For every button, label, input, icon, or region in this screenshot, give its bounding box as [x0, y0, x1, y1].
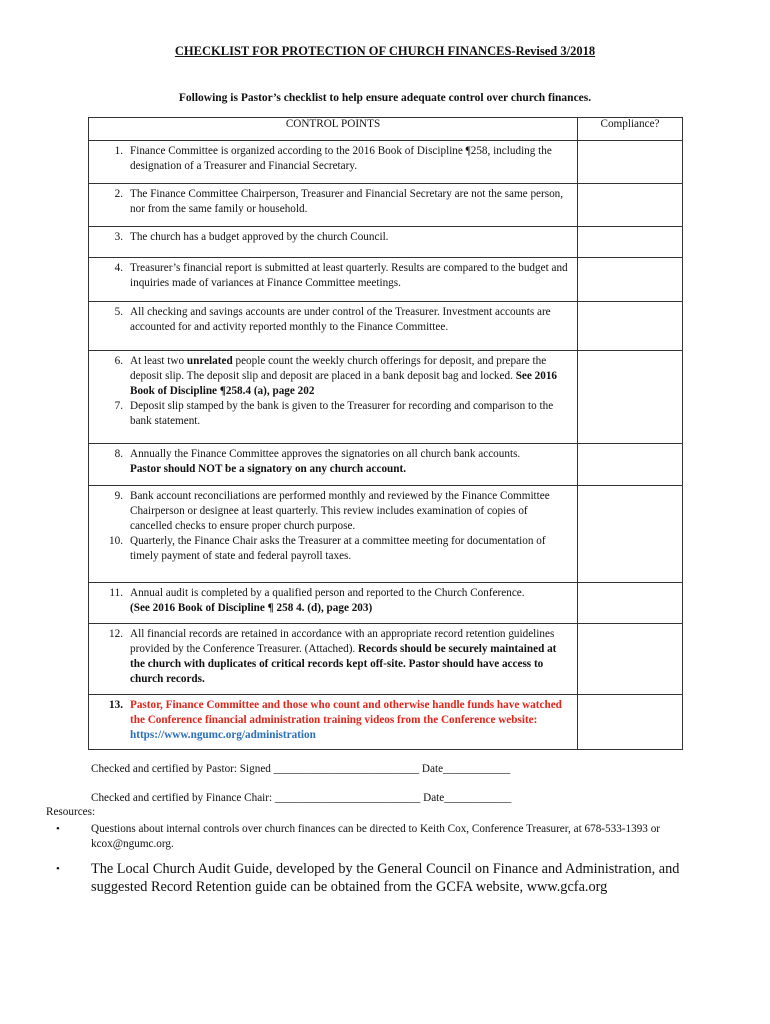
item-number: 11. — [109, 587, 123, 599]
item-number: 13. — [109, 699, 123, 711]
table-row — [89, 141, 683, 184]
item-number: 10. — [109, 535, 123, 547]
bullet-icon: • — [56, 863, 60, 875]
resource-text: The Local Church Audit Guide, developed by the General Council on Finance and Administration, and suggested Record Retention guide can be obtained from the GCFA website, www.gcfa.org — [91, 861, 680, 895]
table-row — [89, 184, 683, 227]
control-points-header: CONTROL POINTS — [89, 118, 578, 141]
compliance-cell[interactable] — [578, 351, 683, 444]
table-row — [89, 444, 683, 486]
table-row — [89, 227, 683, 258]
item-text: The Finance Committee Chairperson, Treasurer and Financial Secretary are not the same person, nor from the same family or household. — [130, 188, 564, 215]
table-row — [89, 583, 683, 624]
compliance-cell[interactable] — [578, 302, 683, 351]
item-number: 5. — [114, 306, 123, 318]
document-title: CHECKLIST FOR PROTECTION OF CHURCH FINANCES-Revised 3/2018 — [174, 44, 596, 58]
compliance-cell[interactable] — [578, 624, 683, 695]
table-row — [89, 624, 683, 695]
table-row — [89, 302, 683, 351]
pastor-certification-line[interactable]: Checked and certified by Pastor: Signed __________________________ Date____________ — [91, 763, 511, 775]
table-row — [89, 258, 683, 302]
item-text: All checking and savings accounts are under control of the Treasurer. Investment accounts are accounted for and activity reported monthly to the Finance Committee. — [130, 306, 551, 333]
compliance-cell[interactable] — [578, 141, 683, 184]
compliance-cell[interactable] — [578, 583, 683, 624]
item-number: 8. — [114, 448, 123, 460]
item-number: 2. — [114, 188, 123, 200]
item-number: 1. — [114, 145, 123, 157]
table-row — [89, 486, 683, 583]
item-text: Bank account reconciliations are performed monthly and reviewed by the Finance Committee Chairperson or designee at least quarterly. This review includes examination of copies of cancelled checks to ensure proper church purpose. — [130, 490, 550, 532]
list-item — [56, 822, 736, 852]
bullet-icon: • — [56, 823, 60, 835]
compliance-cell[interactable] — [578, 444, 683, 486]
compliance-cell[interactable] — [578, 258, 683, 302]
item-text: Annual audit is completed by a qualified person and reported to the Church Conference. (See 2016 Book of Discipline ¶ 258 4. (d), page 203) — [130, 587, 525, 614]
list-item — [56, 860, 736, 896]
conference-website-link[interactable]: https://www.ngumc.org/administration — [130, 729, 316, 741]
item-text: Treasurer’s financial report is submitted at least quarterly. Results are compared to the budget and inquiries made of variances at Finance Committee meetings. — [130, 262, 568, 289]
item-text: Deposit slip stamped by the bank is given to the Treasurer for recording and comparison to the bank statement. — [130, 400, 554, 427]
item-number: 6. — [114, 355, 123, 367]
finance-chair-certification-line[interactable]: Checked and certified by Finance Chair: __________________________ Date____________ — [91, 792, 512, 804]
item-text: Pastor, Finance Committee and those who count and otherwise handle funds have watched the Conference financial administration training videos from the Conference website: https://www.ngumc.org/administration — [130, 699, 562, 741]
item-number: 12. — [109, 628, 123, 640]
item-text: Finance Committee is organized according to the 2016 Book of Discipline ¶258, including the designation of a Treasurer and Financial Secretary. — [130, 145, 552, 172]
table-header-row — [89, 118, 683, 141]
compliance-cell[interactable] — [578, 695, 683, 750]
resources-list — [56, 822, 736, 896]
item-number: 3. — [114, 231, 123, 243]
resource-text: Questions about internal controls over church finances can be directed to Keith Cox, Conference Treasurer, at 678-533-1393 or kcox@ngumc.org. — [91, 823, 661, 850]
item-number: 4. — [114, 262, 123, 274]
compliance-cell[interactable] — [578, 184, 683, 227]
table-row — [89, 351, 683, 444]
compliance-cell[interactable] — [578, 227, 683, 258]
item-text: The church has a budget approved by the church Council. — [130, 231, 389, 243]
table-row — [89, 695, 683, 750]
document-subtitle: Following is Pastor’s checklist to help ensure adequate control over church finances. — [178, 92, 592, 104]
item-number: 9. — [114, 490, 123, 502]
item-text: Annually the Finance Committee approves the signatories on all church bank accounts. Pastor should NOT be a signatory on any church account. — [130, 448, 521, 475]
resources-label: Resources: — [46, 806, 96, 818]
compliance-header: Compliance? — [578, 118, 683, 141]
item-text: Quarterly, the Finance Chair asks the Treasurer at a committee meeting for documentation of timely payment of state and federal payroll taxes. — [130, 535, 546, 562]
item-text: All financial records are retained in accordance with an appropriate record retention guidelines provided by the Conference Treasurer. (Attached). Records should be securely maintained at the church with duplicates of critical records kept off-site. Pastor should have access to church records. — [130, 628, 557, 685]
compliance-cell[interactable] — [578, 486, 683, 583]
checklist-table — [88, 117, 683, 750]
item-text: At least two unrelated people count the weekly church offerings for deposit, and prepare the deposit slip. The deposit slip and deposit are placed in a bank deposit bag and locked. See 2016 Book of Discipline ¶258.4 (a), page 202 — [130, 355, 558, 397]
item-number: 7. — [114, 400, 123, 412]
